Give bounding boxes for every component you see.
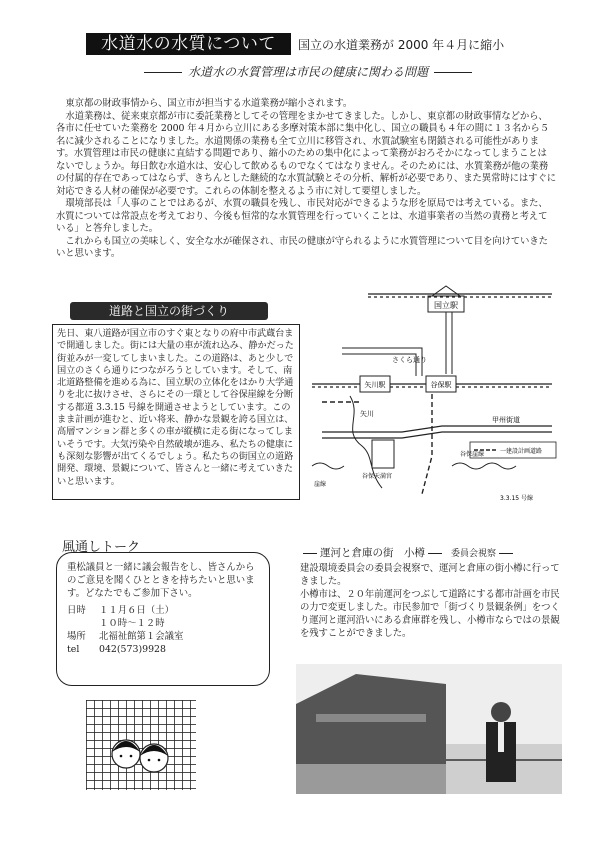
child-eye [120, 755, 123, 758]
talk-time-row [67, 617, 259, 630]
talk-place-row [67, 630, 259, 643]
map-yagawa-label: 矢川 [360, 410, 374, 418]
otaru-heading-text: 運河と倉庫の街 小樽 [320, 547, 425, 559]
map-sakura-label: さくら通り [392, 356, 427, 364]
intro-paragraph: 水道業務は、従来東京都が市に委託業務としてその管理をまかせてきました。しかし、東京都の財政事情などから、各市に任せていた業務を 2000 年４月から立川にある多摩対策本部に集中化し、国立の職員も４年の間に１３名から５名に減少されることになりました。水道関係の業務も全て立川に移管され、水質試験室も閉鎖される可能性があります。水質管理は市民の健康に直結する問題であり、縮小のための集中化によって業務がおろそかになってしまうことはないでしょうか。毎日飲む水道水は、安心して飲めるものでなくてはなりません。そのためには、水質業務が他の業務の付属的存在であってはならず、きちんとした継続的な水質試験とその分析、解析が必要であり、また異常時にはすぐに対応できる人材の確保が必要です。これらの体制を整えるよう市に対して要望しました。 [56, 110, 557, 197]
intro-paragraph: これからも国立の美味しく、安全な水が確保され、市民の健康が守られるように水質管理について目を向けていきたいと思います。 [56, 235, 548, 259]
map-yagawa-station-label: 矢川駅 [364, 381, 386, 389]
talk-description: 重松議員と一緒に議会報告をし、皆さんからのご意見を聞くひとときを持ちたいと思います。どなたでもご参加下さい。 [67, 562, 255, 599]
intro-paragraph: 環境部長は「人事のことではあるが、水質の職員を残し、市民対応ができるような形を原局では考えている。また、水質については常設点を考えており、今後も恒常的な水質管理を行っていくことは、水道事業者の当然の責務と考えている」と答弁しました。 [56, 198, 548, 234]
streets-box [52, 324, 300, 500]
map-koshu-kaido [322, 426, 552, 432]
photo-person-head [491, 702, 511, 722]
talk-time-spacer [67, 617, 99, 630]
map-tenmangu-label: 谷保天満宮 [362, 473, 393, 480]
photo-canal [296, 764, 456, 794]
article-subtitle [118, 63, 498, 80]
talk-date-label: 日時 [67, 605, 86, 616]
streets-text: 先日、東八道路が国立市のすぐ東となりの府中市武蔵台まで開通しました。街には大量の車が流れ込み、静かだった街並みが一変してしまいました。この道路は、あと少しで国立のさくら通りにつながろうとしています。そして、南北道路整備を進める為に、国立駅の立体化をはかり大学通りを北に抜けさせ、さらにその一環として谷保崖線を分断する都道 3.3.15 号線を開通させようとしています。このまま計画が進むと、近い将来、静かな景観を誇る国立は、高層マンション群と多くの車が縦横に走る街になってしまいそうです。大気汚染や自然破壊が進み、私たちの健康にも深刻な影響が出てくるでしょう。私たちの街国立の道路開発、環境、景観について、皆さんと一緒に考えていきたいと思います。 [57, 328, 294, 487]
map-ridge-left-label: 崖線 [314, 481, 327, 488]
child-eye [158, 759, 161, 762]
otaru-dash [303, 553, 317, 554]
streets-heading: 道路と国立の街づくり [70, 302, 268, 320]
talk-tel-label: tel [67, 644, 80, 655]
otaru-dash [428, 553, 442, 554]
otaru-body [300, 562, 562, 640]
route-map [302, 256, 560, 502]
otaru-paragraph: 小樽市は、２０年前運河をつぶして道路にする都市計画を市民の力で変更しました。市民参加で「街づくり景観条例」をつくり運河と運河沿いにある倉庫群を残し、小樽市ならではの景観を残すことができました。 [300, 589, 560, 639]
article-side-note: 国立の水道業務が 2000 年４月に縮小 [298, 38, 505, 52]
talk-date-value: １１月６日（土） [99, 605, 175, 616]
map-legend-text: 一建設計画道路 [500, 448, 543, 455]
plaid-background [86, 700, 196, 790]
map-planned-road [422, 394, 432, 494]
intro-paragraph: 東京都の財政事情から、国立市が担当する水道業務が縮小されます。 [65, 98, 353, 109]
talk-tel-value: 042(573)9928 [99, 644, 166, 655]
map-koshu-label: 甲州街道 [492, 416, 520, 424]
photo-person-shirt [498, 722, 504, 752]
talk-place-value: 北福祉館第１会議室 [99, 631, 184, 642]
children-illustration [86, 700, 196, 790]
talk-box [56, 552, 270, 686]
map-ridge-center-label: 谷保崖線 [460, 451, 485, 458]
photo-warehouse-windows [316, 714, 426, 722]
map-yaho-station-label: 谷保駅 [430, 381, 452, 389]
map-ridge-center [452, 463, 516, 469]
otaru-heading-note: 委員会視察 [451, 549, 497, 559]
map-koshu-kaido-2 [322, 432, 552, 438]
otaru-paragraph: 建設環境委員会の委員会視察で、運河と倉庫の街小樽に行ってきました。 [300, 563, 560, 587]
subtitle-dash-right [434, 72, 472, 73]
otaru-heading [300, 545, 560, 560]
child-eye [130, 755, 133, 758]
map-kunitachi-station-label: 国立駅 [434, 301, 458, 310]
talk-tel-row [67, 643, 259, 656]
talk-title: 風通しトーク [62, 540, 141, 555]
map-road-label: 3.3.15 号線 [500, 495, 533, 502]
talk-date-row [67, 604, 259, 617]
map-tenmangu-box [372, 440, 394, 468]
child-eye [148, 759, 151, 762]
subtitle-dash-left [144, 72, 182, 73]
talk-time-value: １０時〜１２時 [99, 618, 165, 629]
article-title: 水道水の水質について [86, 33, 291, 55]
otaru-dash [499, 553, 513, 554]
map-ridge-left [312, 463, 344, 469]
otaru-canal-photo [296, 664, 562, 794]
subtitle-text: 水道水の水質管理は市民の健康に関わる問題 [187, 65, 428, 79]
intro-body [56, 98, 556, 261]
talk-place-label: 場所 [67, 631, 86, 642]
